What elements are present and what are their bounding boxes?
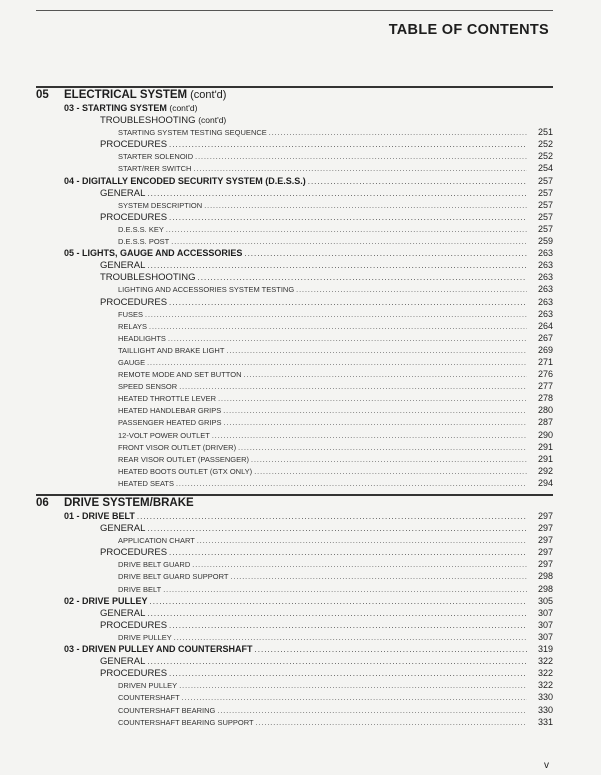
page-number: 278	[537, 393, 553, 404]
toc-entry-label	[36, 560, 190, 569]
toc-entry-label	[36, 237, 169, 246]
toc-entry-title: COUNTERSHAFT BEARING SUPPORT	[118, 717, 254, 727]
toc-entry[interactable]	[36, 547, 553, 559]
section-drive-system-brake	[36, 494, 553, 729]
dot-leader	[226, 348, 527, 355]
dot-leader	[147, 360, 527, 367]
dot-leader	[182, 695, 527, 702]
toc-entry-label	[36, 382, 177, 391]
toc-entry-title: PROCEDURES	[100, 619, 168, 631]
toc-entry-title: GENERAL	[100, 523, 146, 535]
page-number: 257	[537, 187, 553, 198]
toc-entry-label	[36, 272, 196, 283]
toc-entry-label	[36, 260, 145, 271]
toc-entry-label	[36, 128, 267, 137]
page-number: 298	[537, 571, 553, 582]
toc-entry-cont-label: (cont'd)	[198, 115, 227, 126]
page-number: 271	[537, 356, 553, 367]
toc-entry-title: DRIVE BELT GUARD SUPPORT	[118, 572, 229, 582]
toc-entry[interactable]	[36, 103, 553, 115]
section-rule	[36, 494, 553, 496]
toc-entry[interactable]	[36, 345, 553, 357]
page-number: 254	[537, 163, 553, 174]
toc-entry[interactable]	[36, 466, 553, 478]
toc-entry-title: TAILLIGHT AND BRAKE LIGHT	[118, 345, 225, 355]
toc-entry-title: FUSES	[118, 309, 144, 319]
toc-entry-label	[36, 406, 221, 415]
page-number: 252	[537, 151, 553, 162]
toc-entry[interactable]	[36, 115, 553, 127]
page-number: 269	[537, 344, 553, 355]
page-number: 307	[537, 607, 553, 618]
toc-entry-label	[36, 547, 167, 558]
toc-entry-title: SYSTEM DESCRIPTION	[118, 200, 203, 210]
toc-entry-label	[36, 718, 254, 727]
page-number: 305	[537, 595, 553, 606]
toc-entry[interactable]	[36, 559, 553, 571]
toc-entry-title: PROCEDURES	[100, 668, 168, 680]
dot-leader	[244, 249, 527, 258]
toc-entry[interactable]	[36, 405, 553, 417]
toc-entry[interactable]	[36, 717, 553, 729]
toc-entry-label	[36, 394, 216, 403]
dot-leader	[169, 548, 527, 557]
page-number: 331	[537, 716, 553, 727]
toc-entry-label	[36, 668, 167, 679]
page-number: 252	[537, 139, 553, 150]
toc-entry[interactable]	[36, 357, 553, 369]
toc-entry-label	[36, 322, 147, 331]
toc-entry-title: GENERAL	[100, 607, 146, 619]
toc-entry-label	[36, 188, 145, 199]
toc-entry[interactable]	[36, 188, 553, 200]
toc-entry-title: HEATED SEATS	[118, 478, 174, 488]
toc-entry-label	[36, 620, 167, 631]
dot-leader	[197, 538, 527, 545]
page-number: 297	[537, 559, 553, 570]
toc-entry-title: PROCEDURES	[100, 211, 168, 223]
toc-entry-label	[36, 248, 242, 258]
toc-entry-title: LIGHTING AND ACCESSORIES SYSTEM TESTING	[118, 285, 295, 295]
toc-entry-title: PASSENGER HEATED GRIPS	[118, 418, 222, 428]
dot-leader	[179, 683, 527, 690]
toc-entry-title: 03 - DRIVEN PULLEY AND COUNTERSHAFT	[64, 644, 253, 655]
toc-entry[interactable]	[36, 417, 553, 429]
page-number: 322	[537, 668, 553, 679]
toc-entry[interactable]	[36, 212, 553, 224]
section-cont-label: (cont'd)	[190, 89, 227, 101]
dot-leader	[147, 261, 527, 270]
page-number: 263	[537, 308, 553, 319]
toc-entry[interactable]	[36, 393, 553, 405]
toc-entry-label	[36, 596, 148, 606]
section-number: 06	[36, 497, 49, 509]
toc-entry-title: 03 - STARTING SYSTEM	[64, 103, 167, 113]
dot-leader	[198, 273, 527, 282]
page-number: 330	[537, 704, 553, 715]
toc-entry-label	[36, 431, 210, 440]
toc-entry-title: PROCEDURES	[100, 296, 168, 308]
toc-entry[interactable]	[36, 442, 553, 454]
section-heading	[36, 89, 553, 103]
dot-leader	[296, 287, 527, 294]
toc-entry[interactable]	[36, 692, 553, 704]
header-rule	[36, 10, 553, 11]
dot-leader	[147, 189, 527, 198]
toc-entry-label	[36, 706, 215, 715]
dot-leader	[163, 587, 527, 594]
toc-entry-title: STARTING SYSTEM TESTING SEQUENCE	[118, 128, 267, 138]
page-folio: v	[544, 760, 549, 771]
page-number: 297	[537, 523, 553, 534]
toc-entry-title: PROCEDURES	[100, 139, 168, 151]
page-number: 259	[537, 236, 553, 247]
dot-leader	[204, 203, 527, 210]
section-electrical-system	[36, 86, 553, 490]
toc-entry-label	[36, 225, 164, 234]
dot-leader	[251, 457, 527, 464]
dot-leader	[147, 524, 527, 533]
toc-entry[interactable]	[36, 680, 553, 692]
toc-entry-title: GENERAL	[100, 656, 146, 668]
toc-entry-label	[36, 310, 143, 319]
toc-entry[interactable]	[36, 248, 553, 260]
toc-entry-title: HEATED HANDLEBAR GRIPS	[118, 406, 222, 416]
toc-entry-title: FRONT VISOR OUTLET (DRIVER)	[118, 442, 237, 452]
page-number: 251	[537, 127, 553, 138]
toc-entry-title: TROUBLESHOOTING	[100, 272, 196, 284]
dot-leader	[147, 657, 527, 666]
toc-entry-label	[36, 297, 167, 308]
page-title: TABLE OF CONTENTS	[388, 22, 549, 38]
dot-leader	[217, 708, 527, 715]
toc-entry-label	[36, 103, 197, 113]
page-number: 276	[537, 369, 553, 380]
toc-entry[interactable]	[36, 454, 553, 466]
toc-entry[interactable]	[36, 127, 553, 139]
dot-leader	[223, 408, 527, 415]
toc-entry-title: HEATED BOOTS OUTLET (GTX ONLY)	[118, 466, 253, 476]
toc-entry-title: PROCEDURES	[100, 547, 168, 559]
page-number: 257	[537, 211, 553, 222]
toc-entry[interactable]	[36, 224, 553, 236]
page-number: 298	[537, 583, 553, 594]
toc-entry-title: 12-VOLT POWER OUTLET	[118, 430, 210, 440]
toc-entry-title: SPEED SENSOR	[118, 382, 178, 392]
toc-entry-label	[36, 693, 180, 702]
toc-entry-label	[36, 572, 228, 581]
toc-entry-title: HEATED THROTTLE LEVER	[118, 394, 217, 404]
toc-entry-label	[36, 633, 172, 642]
dot-leader	[212, 433, 527, 440]
toc-entry-label	[36, 115, 226, 126]
toc-entry[interactable]	[36, 151, 553, 163]
toc-entry[interactable]	[36, 369, 553, 381]
toc-entry-title: COUNTERSHAFT BEARING	[118, 705, 216, 715]
page-number: 291	[537, 441, 553, 452]
toc-entry-title: DRIVE BELT	[118, 584, 162, 594]
page-number: 322	[537, 680, 553, 691]
page-number: 267	[537, 332, 553, 343]
toc-list	[36, 103, 553, 490]
dot-leader	[255, 645, 527, 654]
dot-leader	[254, 469, 527, 476]
toc-entry-title: REAR VISOR OUTLET (PASSENGER)	[118, 454, 249, 464]
toc-entry-label	[36, 139, 167, 150]
page-number: 257	[537, 175, 553, 186]
toc-entry-label	[36, 176, 306, 186]
toc-entry-label	[36, 585, 161, 594]
page-number: 330	[537, 692, 553, 703]
toc-entry[interactable]	[36, 260, 553, 272]
toc-entry-label	[36, 358, 145, 367]
toc-entry[interactable]	[36, 571, 553, 583]
dot-leader	[169, 140, 527, 149]
toc-entry[interactable]	[36, 272, 553, 284]
toc-entry[interactable]	[36, 535, 553, 547]
toc-entry[interactable]	[36, 584, 553, 596]
toc-entry[interactable]	[36, 163, 553, 175]
toc-entry-title: D.E.S.S. KEY	[118, 224, 164, 234]
toc-entry-label	[36, 536, 195, 545]
dot-leader	[169, 298, 527, 307]
section-rule	[36, 86, 553, 88]
toc-entry[interactable]	[36, 309, 553, 321]
page-number: 307	[537, 619, 553, 630]
page-number: 263	[537, 272, 553, 283]
toc-entry-label	[36, 608, 145, 619]
toc-entry-title: 01 - DRIVE BELT	[64, 511, 135, 521]
page-number: 307	[537, 631, 553, 642]
dot-leader	[150, 597, 527, 606]
dot-leader	[168, 336, 527, 343]
dot-leader	[166, 227, 527, 234]
toc-entry-title: REMOTE MODE AND SET BUTTON	[118, 370, 242, 380]
toc-entry[interactable]	[36, 668, 553, 680]
toc-list	[36, 511, 553, 729]
dot-leader	[137, 512, 527, 521]
toc-entry[interactable]	[36, 284, 553, 296]
toc-entry-label	[36, 346, 224, 355]
dot-leader	[171, 239, 527, 246]
toc-entry[interactable]	[36, 381, 553, 393]
toc-entry-title: GAUGE	[118, 357, 146, 367]
toc-entry-title: APPLICATION CHART	[118, 536, 195, 546]
toc-entry[interactable]	[36, 632, 553, 644]
toc-entry-title: RELAYS	[118, 321, 148, 331]
section-number: 05	[36, 89, 49, 101]
dot-leader	[147, 609, 527, 618]
page-number: 263	[537, 296, 553, 307]
toc-entry-label	[36, 455, 249, 464]
dot-leader	[169, 669, 527, 678]
dot-leader	[195, 154, 527, 161]
toc-entry-label	[36, 370, 242, 379]
toc-entry[interactable]	[36, 608, 553, 620]
page-number: 297	[537, 547, 553, 558]
toc-entry-label	[36, 164, 191, 173]
dot-leader	[256, 720, 527, 727]
toc-entry-label	[36, 334, 166, 343]
page-number: 297	[537, 535, 553, 546]
toc-entry-label	[36, 285, 294, 294]
toc-entry-title: STARTER SOLENOID	[118, 152, 194, 162]
page-number: 263	[537, 260, 553, 271]
toc-entry-title: COUNTERSHAFT	[118, 693, 180, 703]
toc-entry-label	[36, 681, 177, 690]
toc-entry-title: START/RER SWITCH	[118, 164, 192, 174]
dot-leader	[174, 635, 527, 642]
page-number: 319	[537, 644, 553, 655]
dot-leader	[169, 621, 527, 630]
toc-entry-title: 02 - DRIVE PULLEY	[64, 595, 148, 606]
toc-entry-title: DRIVE BELT GUARD	[118, 560, 191, 570]
page-number: 297	[537, 511, 553, 521]
toc-entry-cont-label: (cont'd)	[169, 103, 198, 113]
dot-leader	[244, 372, 528, 379]
toc-entry[interactable]	[36, 620, 553, 632]
toc-entry-label	[36, 523, 145, 534]
section-title: ELECTRICAL SYSTEM	[64, 89, 188, 101]
toc-entry-label	[36, 479, 174, 488]
toc-entry[interactable]	[36, 656, 553, 668]
toc-entry[interactable]	[36, 644, 553, 656]
toc-entry[interactable]	[36, 705, 553, 717]
toc-entry[interactable]	[36, 297, 553, 309]
page-number: 292	[537, 465, 553, 476]
toc-entry-label	[36, 656, 145, 667]
section-heading	[36, 497, 553, 511]
toc-entry[interactable]	[36, 321, 553, 333]
dot-leader	[176, 481, 527, 488]
toc-entry-label	[36, 443, 236, 452]
dot-leader	[218, 396, 527, 403]
toc-entry-title: 04 - DIGITALLY ENCODED SECURITY SYSTEM (D.E.S.S.)	[64, 175, 306, 186]
dot-leader	[192, 562, 527, 569]
page-number: 290	[537, 429, 553, 440]
dot-leader	[308, 177, 527, 186]
toc-entry-title: 05 - LIGHTS, GAUGE AND ACCESSORIES	[64, 248, 243, 259]
toc-entry[interactable]	[36, 478, 553, 490]
toc-entry-title: GENERAL	[100, 187, 146, 199]
toc-entry-title: D.E.S.S. POST	[118, 237, 170, 247]
page-number: 287	[537, 417, 553, 428]
page-number: 294	[537, 477, 553, 488]
toc-entry[interactable]	[36, 139, 553, 151]
dot-leader	[230, 574, 527, 581]
dot-leader	[149, 324, 527, 331]
toc-entry[interactable]	[36, 511, 553, 523]
page-number: 263	[537, 248, 553, 259]
toc-entry[interactable]	[36, 200, 553, 212]
toc-entry[interactable]	[36, 596, 553, 608]
toc-entry-title: HEADLIGHTS	[118, 333, 166, 343]
toc-entry-label	[36, 511, 135, 521]
toc-entry-title: DRIVE PULLEY	[118, 632, 172, 642]
dot-leader	[145, 312, 527, 319]
page-number: 280	[537, 405, 553, 416]
toc-entry-title: GENERAL	[100, 260, 146, 272]
dot-leader	[238, 445, 527, 452]
toc-entry[interactable]	[36, 236, 553, 248]
dot-leader	[179, 384, 527, 391]
toc-entry-label	[36, 467, 252, 476]
toc-entry[interactable]	[36, 333, 553, 345]
toc-entry[interactable]	[36, 176, 553, 188]
page-number: 264	[537, 320, 553, 331]
toc-entry-label	[36, 212, 167, 223]
toc-entry-label	[36, 152, 193, 161]
dot-leader	[193, 166, 527, 173]
toc-entry-title: DRIVEN PULLEY	[118, 681, 178, 691]
page-number: 322	[537, 656, 553, 667]
toc-entry-title: TROUBLESHOOTING	[100, 115, 196, 127]
page-number: 257	[537, 199, 553, 210]
dot-leader	[169, 213, 527, 222]
toc-entry[interactable]	[36, 523, 553, 535]
toc-entry[interactable]	[36, 430, 553, 442]
page-number: 291	[537, 453, 553, 464]
dot-leader	[269, 130, 527, 137]
dot-leader	[224, 420, 528, 427]
toc-entry-label	[36, 644, 253, 654]
section-title: DRIVE SYSTEM/BRAKE	[64, 497, 194, 509]
page-number: 257	[537, 223, 553, 234]
page-number: 263	[537, 284, 553, 295]
page-number: 277	[537, 381, 553, 392]
toc-entry-label	[36, 201, 202, 210]
toc-entry-label	[36, 418, 222, 427]
